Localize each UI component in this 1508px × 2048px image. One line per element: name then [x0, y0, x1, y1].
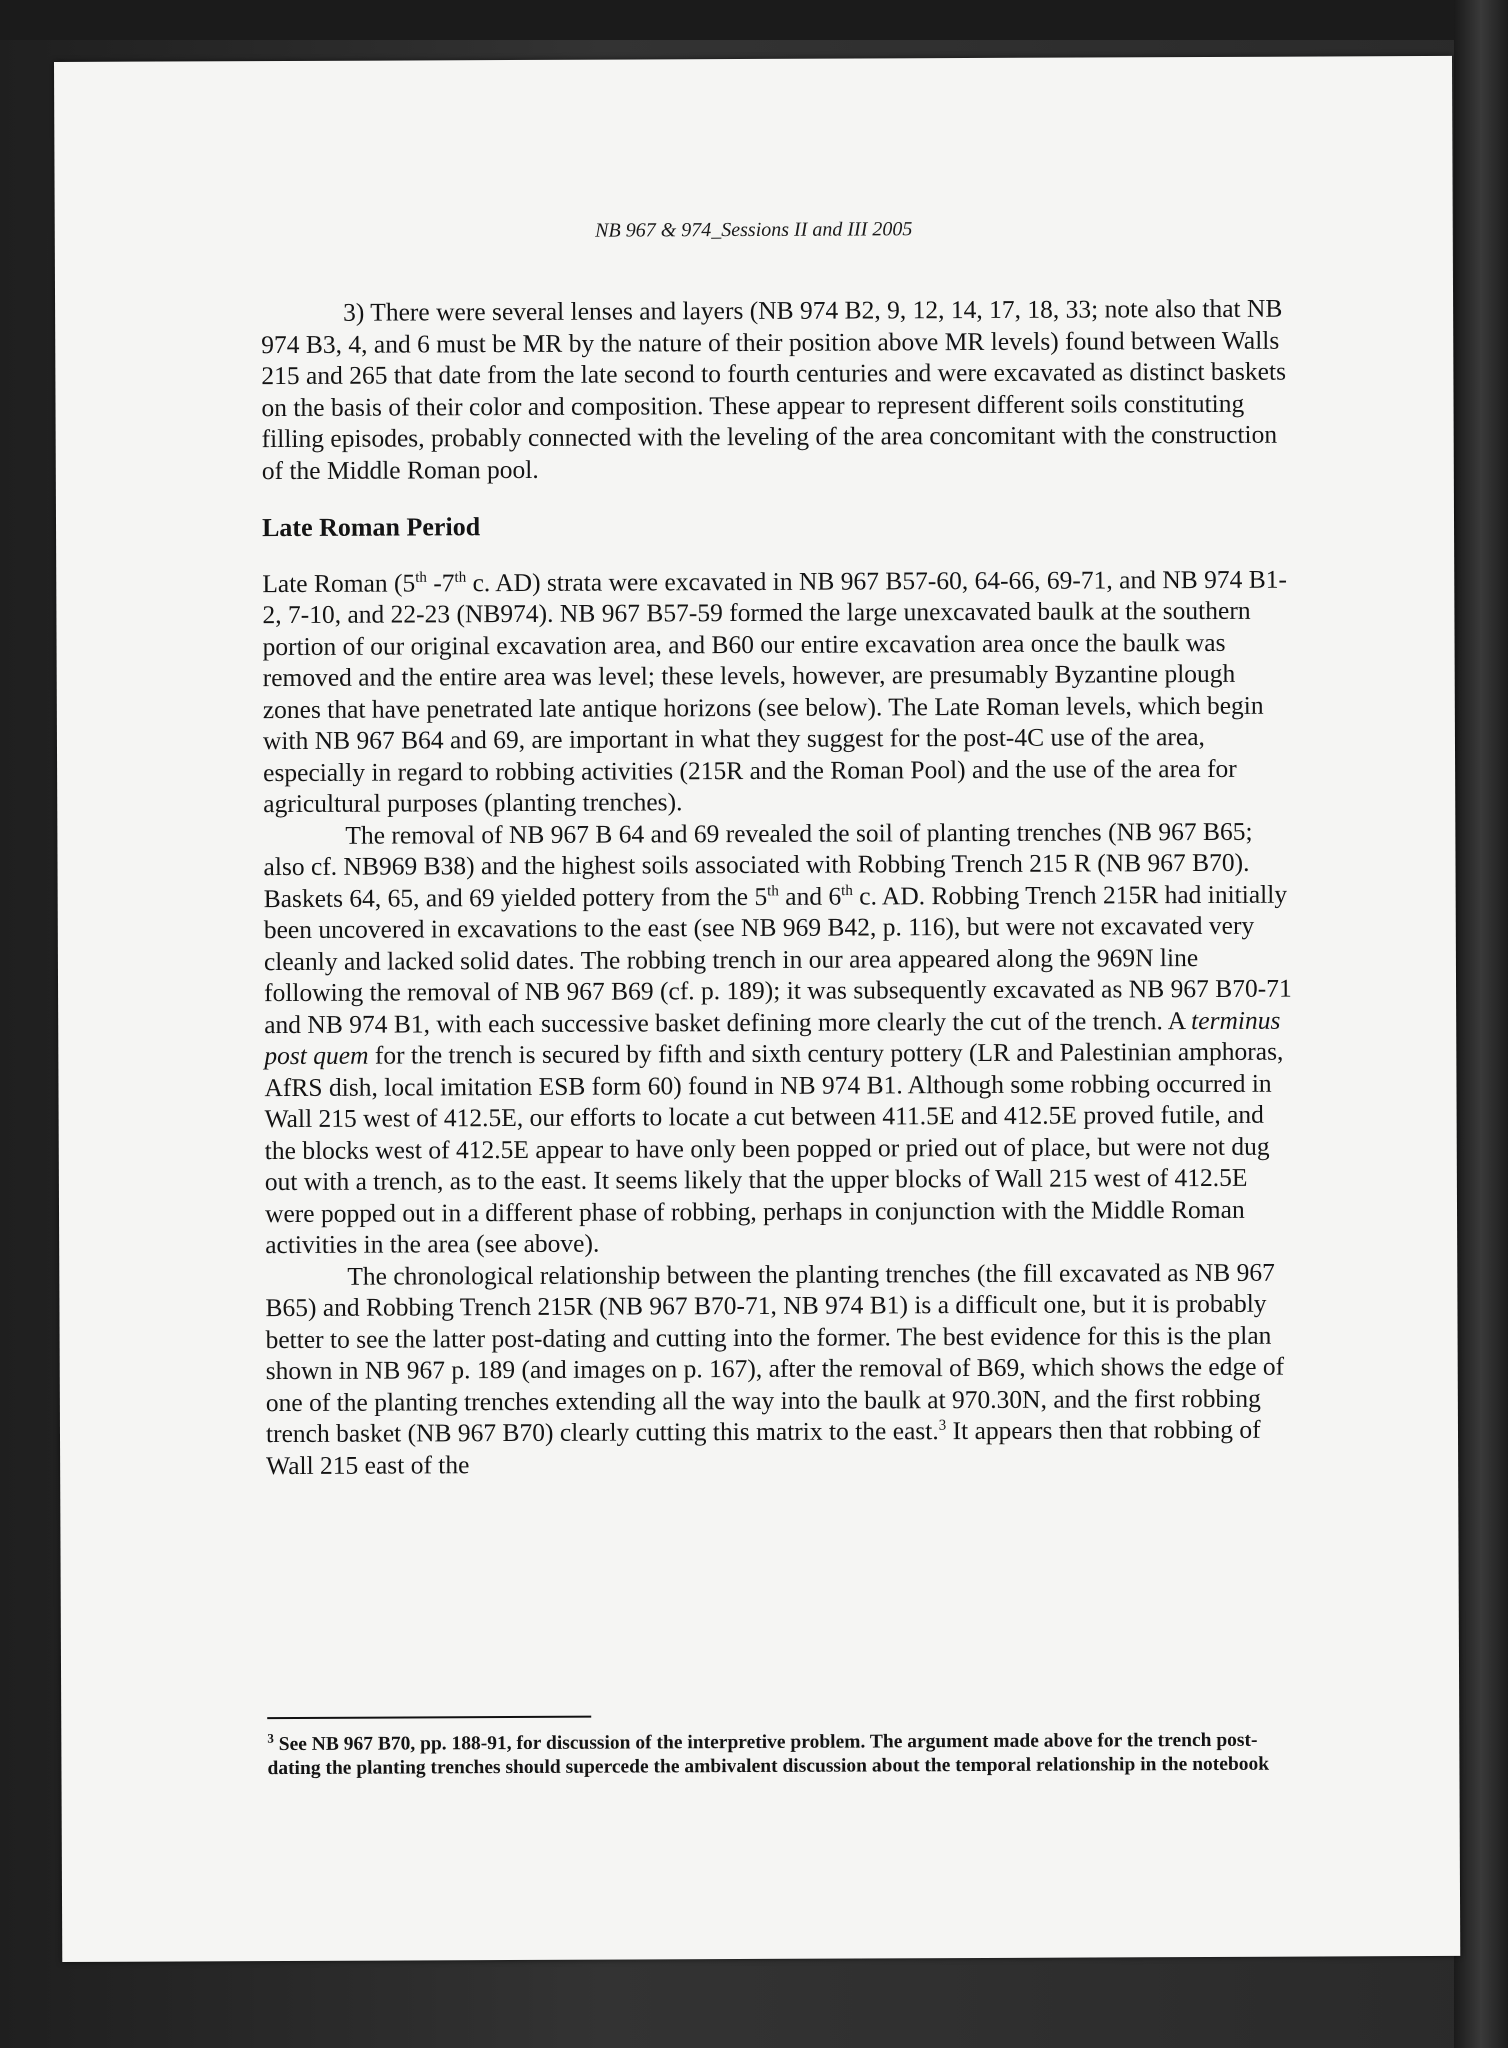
text-run: for the trench is secured by fifth and sixth century pottery (LR and Palestinian amphoras, AfRS dish, local imitation ESB form 60) found in NB 974 B1. Although some robbing occurred in Wall 215 west of 412.5E, our efforts to locate a cut between 411.5E and 412.5E proved futile, and the blocks west of 412.5E appear to have only been popped or pried out of place, but were not dug out with a trench, as to the east. It seems likely that the upper blocks of Wall 215 west of 412.5E were popped out in a different phase of robbing, perhaps in conjunction with the Middle Roman activities in the area (see above). [264, 1036, 1284, 1260]
footnote-text: See NB 967 B70, pp. 188-91, for discussion of the interpretive problem. The argument made above for the trench post-dating the planting trenches should supercede the ambivalent discussion about the temporal relationship in the notebook [267, 1729, 1270, 1780]
italic-term: terminus post quem [264, 1005, 1281, 1071]
paragraph-middle-roman-lenses: 3) There were several lenses and layers (NB 974 B2, 9, 12, 14, 17, 18, 33; note also that NB 974 B3, 4, and 6 must be MR by the nature of their position above MR levels) found between Walls 215 and 265 that date from the late second to fourth centuries and were excavated as distinct baskets on the basis of their color and composition. These appear to represent different soils constituting filling episodes, probably connected with the leveling of the area concomitant with the construction of the Middle Roman pool. [261, 293, 1287, 485]
superscript: th [415, 569, 427, 586]
footnote [267, 1729, 1307, 1782]
footnote-divider [267, 1716, 591, 1719]
scan-top-edge [0, 0, 1508, 40]
text-run: The removal of NB 967 B 64 and 69 revealed the soil of planting trenches (NB 967 B65; also cf. NB969 B38) and the highest soils associated with Robbing Trench 215 R (NB 967 B70). Baskets 64, 65, and 69 yielded pottery from the 5 [263, 816, 1253, 913]
superscript: th [767, 882, 779, 899]
text-run: It appears then that robbing of Wall 215 east of the [266, 1414, 1261, 1480]
text-run: The chronological relationship between the planting trenches (the fill excavated as NB 967 B65) and Robbing Trench 215R (NB 967 B70-71, NB 974 B1) is a difficult one, but it is probably better to see the latter post-dating and cutting into the former. The best evidence for this is the plan shown in NB 967 p. 189 (and images on p. 167), after the removal of B69, which shows the edge of one of the planting trenches extending all the way into the baulk at 970.30N, and the first robbing trench basket (NB 967 B70) clearly cutting this matrix to the east. [265, 1257, 1285, 1449]
paragraph-late-roman-strata [262, 563, 1295, 820]
text-run: c. AD) strata were excavated in NB 967 B57-60, 64-66, 69-71, and NB 974 B1-2, 7-10, and 22-23 (NB974). NB 967 B57-59 formed the large unexcavated baulk at the southern portion of our original excavation area, and B60 our entire excavation area once the baulk was removed and the entire area was level; these levels, however, are presumably Byzantine plough zones that have penetrated late antique horizons (see below). The Late Roman levels, which begin with NB 967 B64 and 69, are important in what they suggest for the post-4C use of the area, especially in regard to robbing activities (215R and the Roman Pool) and the use of the area for agricultural purposes (planting trenches). [262, 564, 1288, 819]
footnote-reference: 3 [938, 1417, 947, 1434]
paragraph-chronological-relationship [265, 1256, 1298, 1481]
superscript: th [841, 882, 853, 899]
scan-binder-edge [1454, 0, 1508, 2048]
running-header: NB 967 & 974_Sessions II and III 2005 [595, 218, 913, 242]
superscript: th [454, 569, 467, 586]
text-run: -7 [426, 567, 455, 597]
body-text [261, 293, 1298, 1481]
document-page [54, 56, 1460, 1962]
text-run: Late Roman (5 [262, 567, 416, 598]
section-heading-late-roman: Late Roman Period [261, 512, 481, 543]
text-run: and 6 [778, 881, 842, 911]
paragraph-planting-trenches [263, 815, 1297, 1260]
footnote-number: 3 [267, 1730, 274, 1746]
text-run: c. AD. Robbing Trench 215R had initially been uncovered in excavations to the east (see NB 969 B42, p. 116), but were not excavated very cleanly and lacked solid dates. The robbing trench in our area appeared along the 969N line following the removal of NB 967 B69 (cf. p. 189); it was subsequently excavated as NB 967 B70-71 and NB 974 B1, with each successive basket defining more clearly the cut of the trench. A [263, 879, 1292, 1039]
